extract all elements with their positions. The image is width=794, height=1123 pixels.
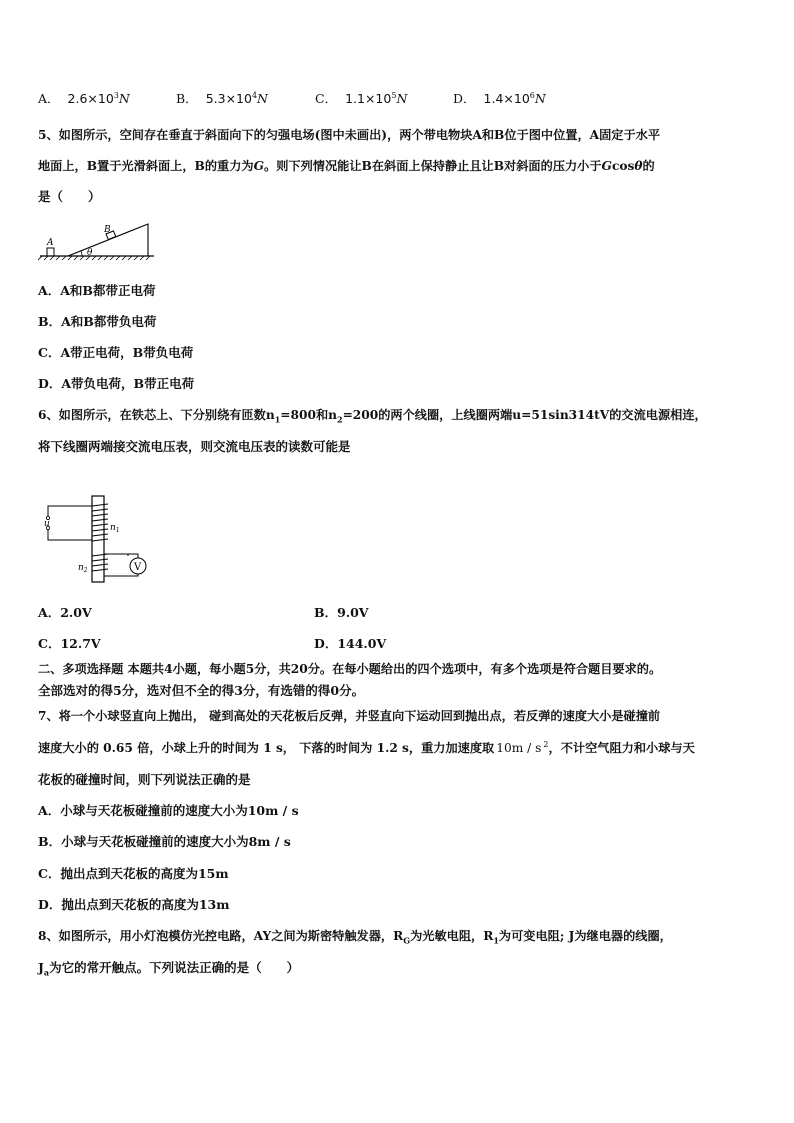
q8-stem-line1: 8、如图所示，用小灯泡模仿光控电路，AY之间为斯密特触发器，$R_G$为光敏电阻，$R_1$为可变电阻; J为继电器的线圈， [38, 929, 672, 946]
q8-stem-line2: $J_a$为它的常开触点。下列说法正确的是（ ） [38, 960, 300, 978]
q4-option-c: C． $1.1\times 10^5N$ [315, 90, 408, 106]
q6-option-b: B．9.0V [314, 605, 369, 620]
q7-option-d: D．抛出点到天花板的高度为13m [38, 897, 230, 912]
voltmeter-label: V [134, 562, 142, 573]
label-n2: $n_2$ [78, 563, 88, 574]
q7-option-b: B．小球与天花板碰撞前的速度大小为8m / s [38, 834, 291, 849]
q5-stem-line3: 是（ ） [38, 189, 101, 204]
q5-option-d: D．A带负电荷，B带正电荷 [38, 376, 195, 391]
label-u: u [44, 519, 50, 529]
label-theta: θ [87, 248, 93, 258]
q5-option-c: C．A带正电荷，B带负电荷 [38, 345, 194, 360]
q4-option-d: D． $1.4\times 10^6N$ [453, 90, 546, 106]
label-n1: $n_1$ [110, 523, 120, 534]
q6-stem-line2: 将下线圈两端接交流电压表，则交流电压表的读数可能是 [38, 439, 351, 454]
q7-option-a: A．小球与天花板碰撞前的速度大小为10m / s [38, 803, 299, 818]
q4-option-a: A． $2.6\times 10^3N$ [38, 90, 130, 106]
q6-option-d: D．144.0V [314, 636, 387, 651]
q7-option-c: C．抛出点到天花板的高度为15m [38, 866, 229, 881]
q7-stem-line1: 7、将一个小球竖直向上抛出， 碰到高处的天花板后反弹，并竖直向下运动回到抛出点，若反弹的速度大小是碰撞前 [38, 709, 661, 723]
iron-core [92, 496, 104, 582]
q5-option-b: B．A和B都带负电荷 [38, 314, 157, 329]
q6-stem-line1: 6、如图所示，在铁芯上、下分别绕有匝数$n_1=800$和$n_2=200$的两个线圈，上线圈两端u=51sin314tV的交流电源相连， [38, 408, 707, 425]
label-a: A [47, 238, 54, 248]
q6-option-c: C．12.7V [38, 636, 101, 651]
block-a [47, 248, 54, 256]
q4-option-b: B． $5.3\times 10^4N$ [176, 90, 268, 106]
section-2-line1: 二、多项选择题 本题共4小题，每小题5分，共20分。在每小题给出的四个选项中，有多个选项是符合题目要求的。 [38, 662, 662, 676]
upper-coil [92, 504, 108, 541]
q7-stem-line2: 速度大小的 0.65 倍，小球上升的时间为 1 s， 下落的时间为 1.2 s，重力加速度取 10m / s $^2$，不计空气阻力和小球与天 [38, 739, 695, 755]
q5-stem-line2: 地面上，B置于光滑斜面上，B的重力为G。则下列情况能让B在斜面上保持静止且让B对斜面的压力小于Gcosθ的 [38, 159, 655, 173]
section-2-line2: 全部选对的得5分，选对但不全的得3分，有选错的得0分。 [38, 683, 365, 698]
incline-figure [38, 218, 158, 262]
q6-option-a: A．2.0V [38, 605, 92, 620]
label-b: B [104, 225, 111, 235]
q5-stem-line1: 5、如图所示，空间存在垂直于斜面向下的匀强电场(图中未画出)，两个带电物块A和B位于图中位置，A固定于水平 [38, 128, 661, 142]
lower-coil [92, 554, 108, 571]
transformer-figure [38, 494, 158, 584]
q5-option-a: A．A和B都带正电荷 [38, 283, 156, 298]
q7-stem-line3: 花板的碰撞时间，则下列说法正确的是 [38, 772, 251, 787]
